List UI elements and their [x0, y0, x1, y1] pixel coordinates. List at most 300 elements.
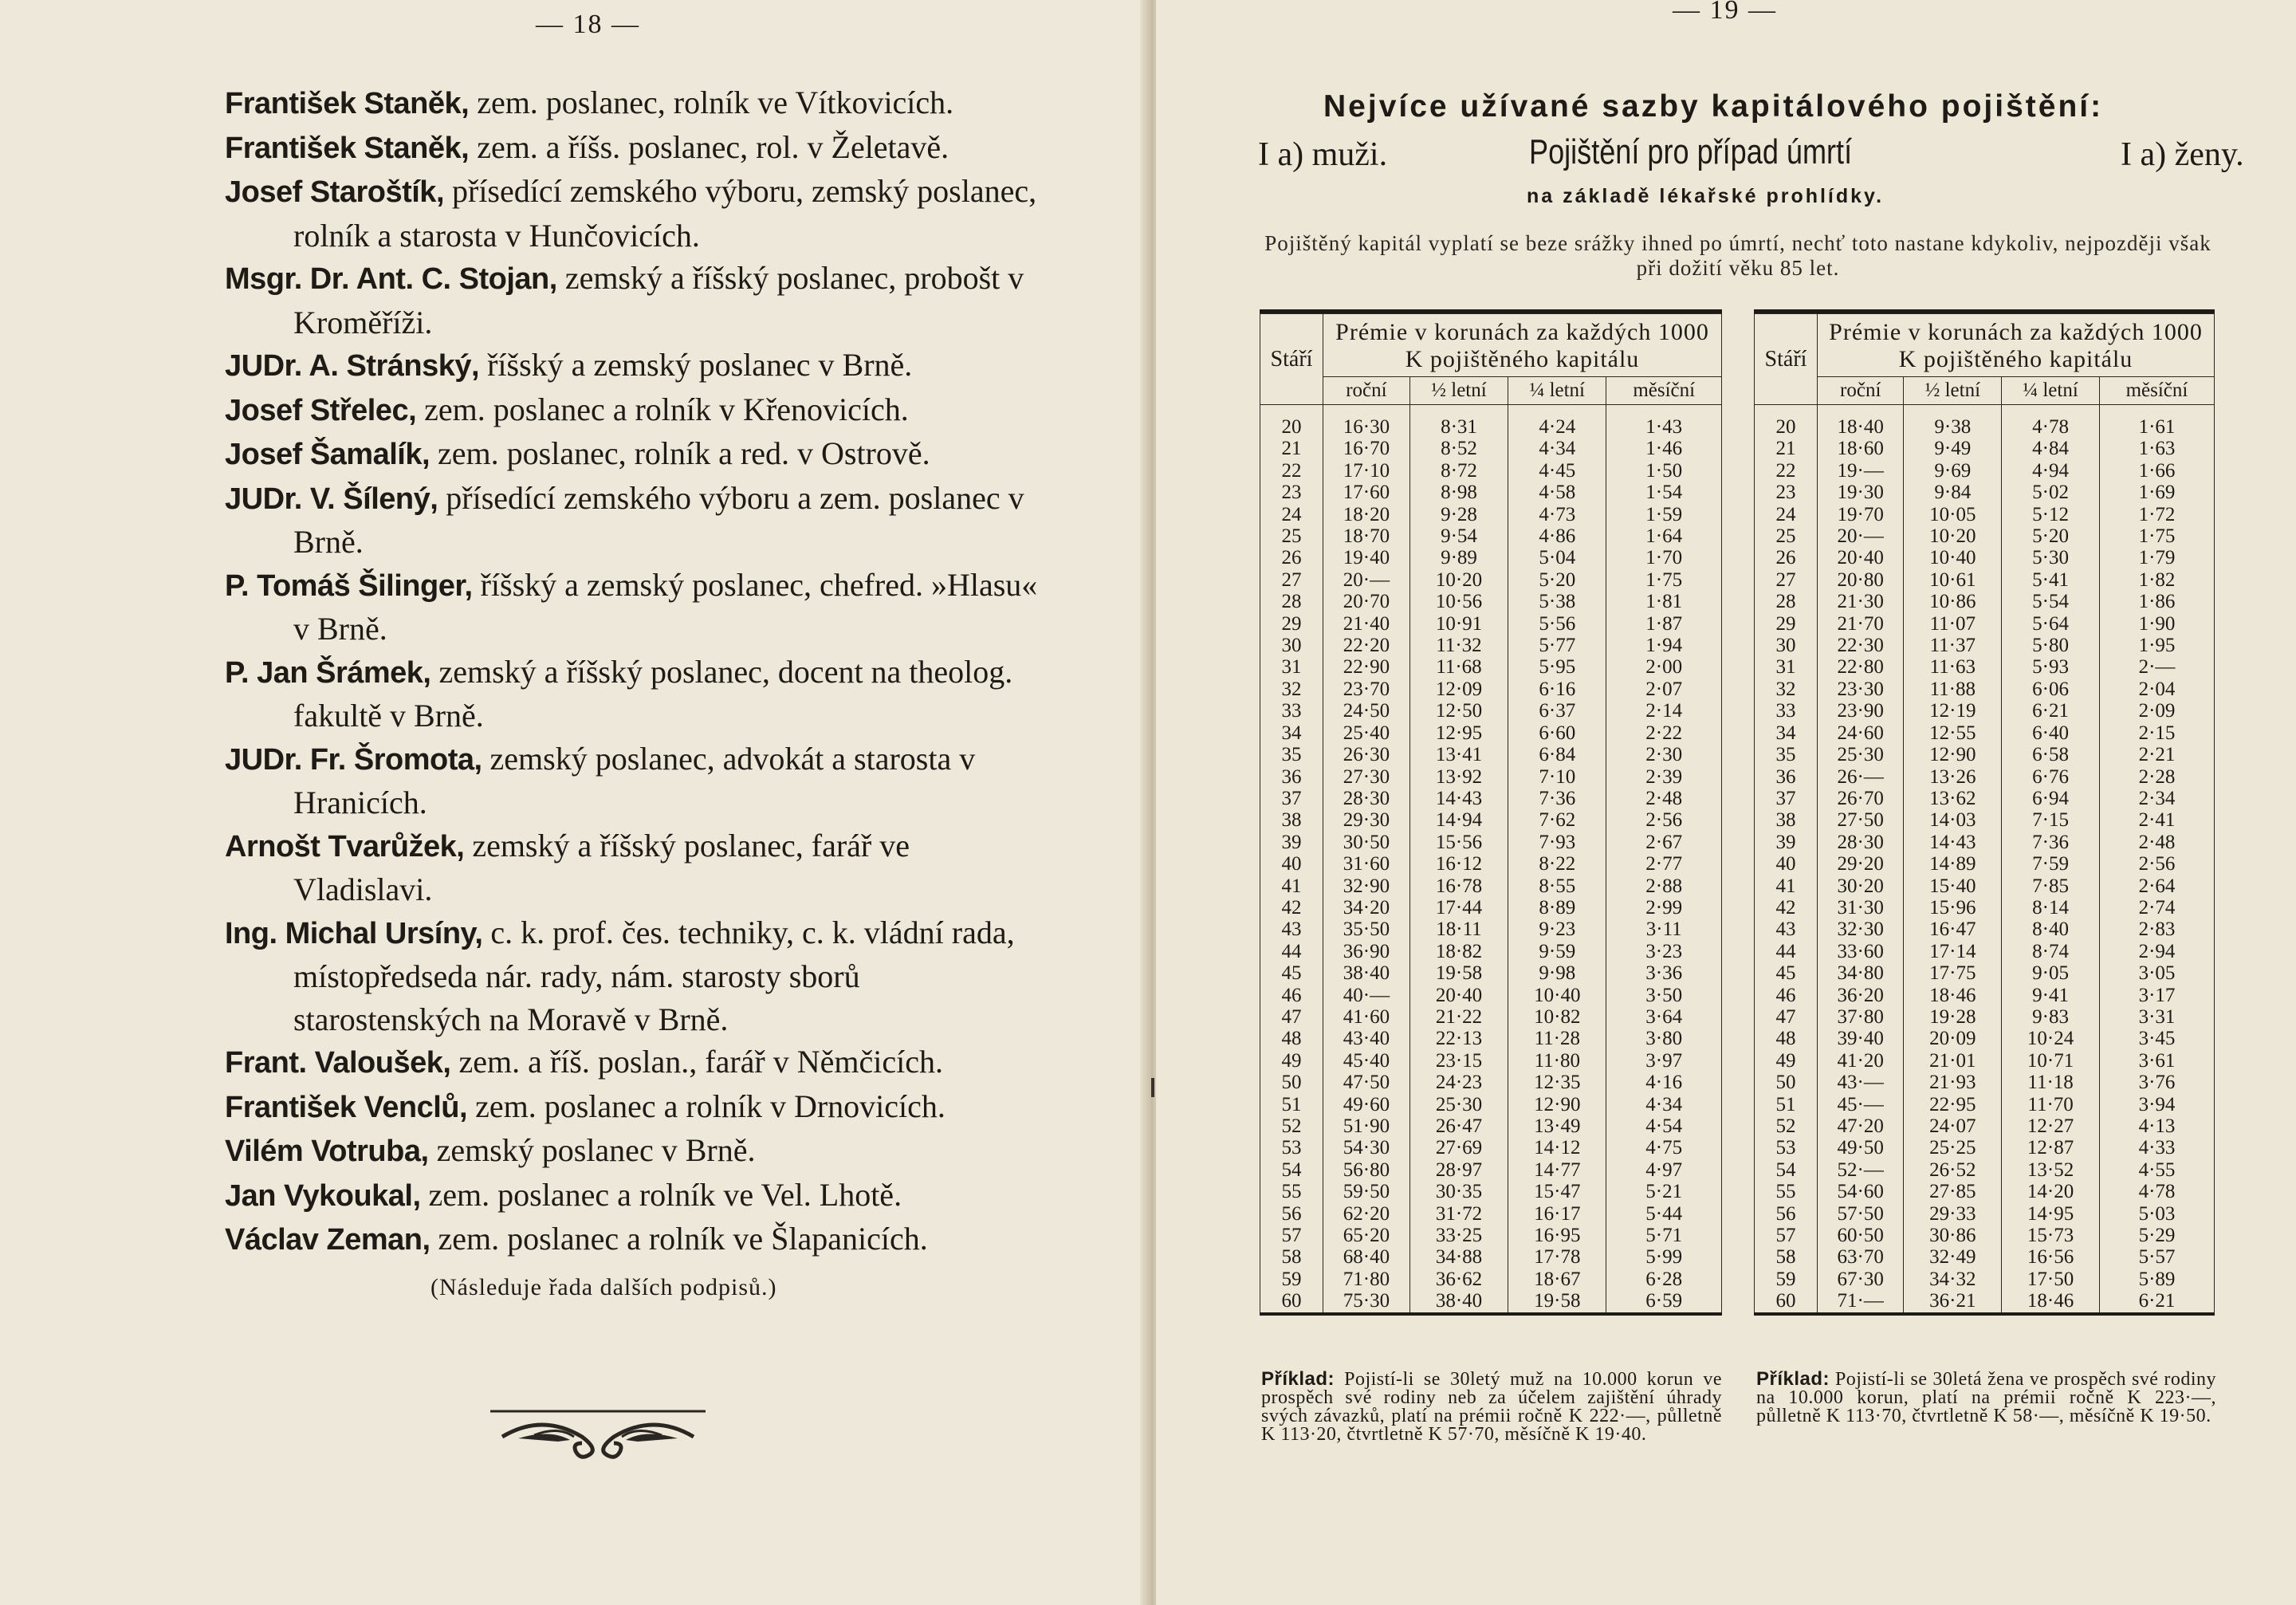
example-men-label: Příklad:	[1261, 1368, 1335, 1390]
table-cell: 2·48	[2099, 832, 2214, 853]
page-number-left: — 18 —	[536, 10, 640, 39]
table-cell: 14·20	[2002, 1181, 2100, 1202]
table-row	[1260, 875, 1722, 897]
table-cell: 14·89	[1904, 853, 2002, 875]
table-cell: 50	[1260, 1072, 1323, 1093]
table-cell: 19·58	[1409, 962, 1508, 984]
table-cell: 52	[1260, 1115, 1323, 1137]
signatory-entry	[225, 477, 1054, 564]
table-cell: 15·96	[1904, 897, 2002, 919]
table-cell: 10·40	[1508, 985, 1606, 1006]
table-row	[1755, 1050, 2215, 1072]
table-cell: 29·20	[1818, 853, 1904, 875]
signatory-name: JUDr. V. Šílený,	[225, 482, 438, 516]
signatory-name: František Staněk,	[225, 87, 470, 120]
table-cell: 7·93	[1508, 832, 1606, 853]
table-row	[1260, 1269, 1722, 1290]
table-row	[1260, 547, 1722, 568]
table-cell: 44	[1755, 941, 1818, 962]
table-row	[1755, 569, 2215, 591]
table-cell: 38	[1260, 809, 1323, 831]
table-row	[1260, 744, 1722, 765]
table-row	[1755, 482, 2215, 503]
medical-basis-note: na základě lékařské prohlídky.	[1527, 185, 1885, 207]
table-cell: 10·20	[1409, 569, 1508, 591]
table-cell: 39	[1260, 832, 1323, 853]
table-cell: 37	[1260, 788, 1323, 809]
table-cell: 13·62	[1904, 788, 2002, 809]
table-cell: 59	[1755, 1269, 1818, 1290]
table-cell: 29·33	[1904, 1203, 2002, 1225]
table-cell: 22·20	[1323, 635, 1410, 656]
table-cell: 12·35	[1508, 1072, 1606, 1093]
table-cell: 21·01	[1904, 1050, 2002, 1072]
rates-heading: Nejvíce užívané sazby kapitálového pojištění:	[1323, 89, 2104, 124]
table-row	[1260, 722, 1722, 744]
table-cell: 1·94	[1606, 635, 1722, 656]
table-cell: 29·30	[1323, 809, 1410, 831]
table-row	[1755, 788, 2215, 809]
table-cell: 10·82	[1508, 1006, 1606, 1028]
table-cell: 32·90	[1323, 875, 1410, 897]
table-cell: 2·—	[2099, 656, 2214, 678]
table-cell: 42	[1755, 897, 1818, 919]
table-row	[1755, 985, 2215, 1006]
table-row	[1260, 1181, 1722, 1202]
table-row	[1260, 482, 1722, 503]
table-cell: 26·52	[1904, 1159, 2002, 1181]
table-row	[1260, 919, 1722, 940]
table-cell: 16·70	[1323, 438, 1410, 459]
table-cell: 6·40	[2002, 722, 2100, 744]
table-cell: 7·15	[2002, 809, 2100, 831]
table-cell: 8·22	[1508, 853, 1606, 875]
table-cell: 1·87	[1606, 613, 1722, 635]
signatory-description: zem. poslanec a rolník v Drnovicích.	[467, 1088, 946, 1124]
table-cell: 8·55	[1508, 875, 1606, 897]
table-row	[1260, 1137, 1722, 1159]
table-cell: 10·61	[1904, 569, 2002, 591]
signatory-entry	[225, 738, 1054, 824]
table-cell: 67·30	[1818, 1269, 1904, 1290]
table-cell: 23·15	[1409, 1050, 1508, 1072]
table-cell: 40·—	[1323, 985, 1410, 1006]
table-cell: 2·34	[2099, 788, 2214, 809]
table-cell: 1·79	[2099, 547, 2214, 568]
table-cell: 3·80	[1606, 1028, 1722, 1049]
signatory-name: Josef Šamalík,	[225, 438, 431, 471]
table-cell: 2·56	[1606, 809, 1722, 831]
men-premium-table	[1260, 309, 1722, 1316]
table-cell: 30	[1260, 635, 1323, 656]
table-row	[1755, 438, 2215, 459]
signatory-entry	[225, 257, 1054, 344]
table-cell: 32	[1755, 679, 1818, 700]
table-row	[1755, 1159, 2215, 1181]
example-men-text: Pojistí-li se 30letý muž na 10.000 korun ve prospěch své rodiny neb za účelem zajištění úhrady svých závazků, platí na prémii ročně K 222·—, půlletně K 113·20, čtvrtletně K 57·70, měsíčně K 19·40.	[1261, 1369, 1722, 1445]
table-cell: 26·70	[1818, 788, 1904, 809]
table-cell: 28	[1755, 591, 1818, 612]
table-cell: 6·06	[2002, 679, 2100, 700]
signatory-description: zem. poslanec a rolník ve Šlapanicích.	[430, 1221, 928, 1257]
table-cell: 21·22	[1409, 1006, 1508, 1028]
table-cell: 18·20	[1323, 504, 1410, 525]
table-cell: 2·30	[1606, 744, 1722, 765]
table-cell: 45·—	[1818, 1094, 1904, 1115]
table-cell: 4·78	[2099, 1181, 2214, 1202]
table-cell: 16·95	[1508, 1225, 1606, 1246]
table-row	[1755, 405, 2215, 439]
table-cell: 18·82	[1409, 941, 1508, 962]
table-cell: 21·30	[1818, 591, 1904, 612]
table-row	[1755, 1203, 2215, 1225]
table-cell: 5·12	[2002, 504, 2100, 525]
table-cell: 26·30	[1323, 744, 1410, 765]
table-cell: 4·33	[2099, 1137, 2214, 1159]
table-cell: 47·20	[1818, 1115, 1904, 1137]
table-cell: 31·72	[1409, 1203, 1508, 1225]
table-cell: 8·72	[1409, 460, 1508, 482]
table-cell: 12·87	[2002, 1137, 2100, 1159]
table-cell: 43·—	[1818, 1072, 1904, 1093]
signatory-description: přísedící zemského výboru a zem. poslanec v Brně.	[293, 479, 1024, 560]
table-row	[1755, 525, 2215, 547]
signatory-name: Václav Zeman,	[225, 1223, 431, 1257]
signatory-name: Josef Střelec,	[225, 393, 417, 427]
table-cell: 3·36	[1606, 962, 1722, 984]
table-cell: 33·25	[1409, 1225, 1508, 1246]
table-cell: 49	[1260, 1050, 1323, 1072]
table-cell: 4·78	[2002, 405, 2100, 439]
table-row	[1260, 1246, 1722, 1268]
signatory-entry	[225, 1174, 1054, 1218]
table-cell: 5·99	[1606, 1246, 1722, 1268]
table-cell: 60	[1260, 1290, 1323, 1312]
table-cell: 2·00	[1606, 656, 1722, 678]
table-cell: 5·71	[1606, 1225, 1722, 1246]
table-cell: 24·23	[1409, 1072, 1508, 1093]
table-cell: 11·32	[1409, 635, 1508, 656]
table-cell: 4·73	[1508, 504, 1606, 525]
table-cell: 31	[1260, 656, 1323, 678]
table-cell: 8·74	[2002, 941, 2100, 962]
table-cell: 11·28	[1508, 1028, 1606, 1049]
table-cell: 30·86	[1904, 1225, 2002, 1246]
table-cell: 4·86	[1508, 525, 1606, 547]
table-cell: 4·55	[2099, 1159, 2214, 1181]
table-cell: 2·77	[1606, 853, 1722, 875]
table-row	[1260, 1050, 1722, 1072]
table-row	[1755, 679, 2215, 700]
table-cell: 7·36	[2002, 832, 2100, 853]
table-cell: 42	[1260, 897, 1323, 919]
table-cell: 36·21	[1904, 1290, 2002, 1312]
table-cell: 3·76	[2099, 1072, 2214, 1093]
table-cell: 1·75	[1606, 569, 1722, 591]
table-cell: 20·—	[1818, 525, 1904, 547]
table-cell: 35	[1260, 744, 1323, 765]
table-cell: 25	[1260, 525, 1323, 547]
table-cell: 28	[1260, 591, 1323, 612]
table-row	[1260, 591, 1722, 612]
table-cell: 19·30	[1818, 482, 1904, 503]
table-cell: 2·64	[2099, 875, 2214, 897]
table-cell: 60·50	[1818, 1225, 1904, 1246]
col-half-year: ½ letní	[1904, 377, 2002, 405]
table-cell: 43	[1260, 919, 1323, 940]
table-cell: 51	[1260, 1094, 1323, 1115]
signatory-entry	[225, 432, 1054, 477]
table-cell: 2·94	[2099, 941, 2214, 962]
table-cell: 19·28	[1904, 1006, 2002, 1028]
signatory-entry	[225, 1218, 1054, 1262]
table-row	[1260, 809, 1722, 831]
table-cell: 8·98	[1409, 482, 1508, 503]
table-cell: 52	[1755, 1115, 1818, 1137]
table-cell: 16·30	[1323, 405, 1410, 439]
table-cell: 9·59	[1508, 941, 1606, 962]
table-cell: 25·30	[1409, 1094, 1508, 1115]
table-cell: 1·75	[2099, 525, 2214, 547]
table-cell: 46	[1755, 985, 1818, 1006]
table-cell: 34·20	[1323, 897, 1410, 919]
signatory-entry	[225, 388, 1054, 433]
table-cell: 29	[1260, 613, 1323, 635]
table-cell: 4·97	[1606, 1159, 1722, 1181]
table-cell: 8·40	[2002, 919, 2100, 940]
table-row	[1755, 1225, 2215, 1246]
table-cell: 35	[1755, 744, 1818, 765]
table-cell: 56	[1260, 1203, 1323, 1225]
table-cell: 43·40	[1323, 1028, 1410, 1049]
table-cell: 54·60	[1818, 1181, 1904, 1202]
table-cell: 7·62	[1508, 809, 1606, 831]
table-cell: 18·70	[1323, 525, 1410, 547]
table-cell: 26·—	[1818, 766, 1904, 788]
table-cell: 39	[1755, 832, 1818, 853]
payout-description: Pojištěný kapitál vyplatí se beze srážky ihned po úmrtí, nechť toto nastane kdykoliv, nejpozději však při dožití věku 85 let.	[1264, 231, 2211, 280]
table-cell: 71·80	[1323, 1269, 1410, 1290]
table-cell: 37	[1755, 788, 1818, 809]
table-row	[1260, 1006, 1722, 1028]
table-cell: 24·60	[1818, 722, 1904, 744]
table-cell: 1·63	[2099, 438, 2214, 459]
table-cell: 45	[1260, 962, 1323, 984]
signatory-name: P. Tomáš Šilinger,	[225, 568, 473, 603]
table-cell: 57·50	[1818, 1203, 1904, 1225]
table-cell: 17·44	[1409, 897, 1508, 919]
signatory-description: zemský a říšský poslanec, docent na theolog. fakultě v Brně.	[293, 653, 1013, 734]
table-cell: 47·50	[1323, 1072, 1410, 1093]
table-cell: 24·07	[1904, 1115, 2002, 1137]
table-cell: 20	[1260, 405, 1323, 439]
table-cell: 20·40	[1409, 985, 1508, 1006]
table-cell: 5·80	[2002, 635, 2100, 656]
table-cell: 60	[1755, 1290, 1818, 1312]
table-cell: 4·54	[1606, 1115, 1722, 1137]
table-row	[1755, 656, 2215, 678]
table-cell: 31·30	[1818, 897, 1904, 919]
table-cell: 2·39	[1606, 766, 1722, 788]
table-cell: 41·20	[1818, 1050, 1904, 1072]
table-row	[1260, 962, 1722, 984]
table-cell: 6·58	[2002, 744, 2100, 765]
table-cell: 1·95	[2099, 635, 2214, 656]
table-cell: 13·92	[1409, 766, 1508, 788]
table-row	[1755, 504, 2215, 525]
table-cell: 5·44	[1606, 1203, 1722, 1225]
table-row	[1755, 1137, 2215, 1159]
table-row	[1755, 875, 2215, 897]
table-cell: 31	[1755, 656, 1818, 678]
table-cell: 9·05	[2002, 962, 2100, 984]
table-cell: 2·28	[2099, 766, 2214, 788]
table-cell: 6·16	[1508, 679, 1606, 700]
table-cell: 41·60	[1323, 1006, 1410, 1028]
table-row	[1755, 962, 2215, 984]
table-cell: 4·16	[1606, 1072, 1722, 1093]
table-cell: 2·09	[2099, 700, 2214, 722]
table-cell: 2·07	[1606, 679, 1722, 700]
table-cell: 51	[1755, 1094, 1818, 1115]
table-cell: 2·48	[1606, 788, 1722, 809]
table-cell: 12·90	[1508, 1094, 1606, 1115]
table-cell: 9·23	[1508, 919, 1606, 940]
table-cell: 22·30	[1818, 635, 1904, 656]
table-row	[1260, 635, 1722, 656]
signatory-entry	[225, 911, 1054, 1041]
table-cell: 41	[1755, 875, 1818, 897]
table-row	[1755, 591, 2215, 612]
table-cell: 21·70	[1818, 613, 1904, 635]
table-row	[1755, 547, 2215, 568]
table-cell: 20·80	[1818, 569, 1904, 591]
table-cell: 32	[1260, 679, 1323, 700]
table-cell: 3·97	[1606, 1050, 1722, 1072]
table-cell: 6·21	[2002, 700, 2100, 722]
table-cell: 18·46	[1904, 985, 2002, 1006]
table-cell: 47	[1755, 1006, 1818, 1028]
table-cell: 8·52	[1409, 438, 1508, 459]
table-cell: 1·50	[1606, 460, 1722, 482]
table-cell: 2·41	[2099, 809, 2214, 831]
table-cell: 36	[1755, 766, 1818, 788]
table-cell: 71·—	[1818, 1290, 1904, 1312]
page-number-right: — 19 —	[1673, 0, 1777, 25]
table-cell: 15·56	[1409, 832, 1508, 853]
table-row	[1260, 613, 1722, 635]
table-cell: 17·75	[1904, 962, 2002, 984]
table-cell: 3·61	[2099, 1050, 2214, 1072]
table-cell: 4·24	[1508, 405, 1606, 439]
table-cell: 23·30	[1818, 679, 1904, 700]
women-premium-table	[1754, 309, 2215, 1316]
table-cell: 12·50	[1409, 700, 1508, 722]
table-cell: 9·84	[1904, 482, 2002, 503]
table-cell: 9·83	[2002, 1006, 2100, 1028]
table-cell: 8·14	[2002, 897, 2100, 919]
signatory-name: P. Jan Šrámek,	[225, 655, 431, 690]
table-cell: 14·43	[1409, 788, 1508, 809]
table-cell: 31·60	[1323, 853, 1410, 875]
signatory-name: Ing. Michal Ursíny,	[225, 916, 483, 950]
table-cell: 12·19	[1904, 700, 2002, 722]
table-cell: 15·73	[2002, 1225, 2100, 1246]
table-cell: 1·54	[1606, 482, 1722, 503]
table-cell: 53	[1260, 1137, 1323, 1159]
table-row	[1755, 1072, 2215, 1093]
table-cell: 1·90	[2099, 613, 2214, 635]
table-row	[1260, 766, 1722, 788]
table-cell: 5·41	[2002, 569, 2100, 591]
table-cell: 57	[1755, 1225, 1818, 1246]
table-cell: 3·17	[2099, 985, 2214, 1006]
table-cell: 17·78	[1508, 1246, 1606, 1268]
col-quarter: ¼ letní	[1508, 377, 1606, 405]
table-cell: 63·70	[1818, 1246, 1904, 1268]
table-row	[1755, 1269, 2215, 1290]
table-cell: 5·04	[1508, 547, 1606, 568]
table-cell: 4·58	[1508, 482, 1606, 503]
example-men	[1261, 1370, 1722, 1444]
decorative-ornament-icon	[486, 1405, 710, 1469]
table-cell: 5·20	[1508, 569, 1606, 591]
table-cell: 44	[1260, 941, 1323, 962]
table-cell: 10·05	[1904, 504, 2002, 525]
table-cell: 38·40	[1409, 1290, 1508, 1312]
table-cell: 32·30	[1818, 919, 1904, 940]
women-section-label: I a) ženy.	[2121, 136, 2244, 173]
table-cell: 59·50	[1323, 1181, 1410, 1202]
table-cell: 10·56	[1409, 591, 1508, 612]
table-cell: 12·90	[1904, 744, 2002, 765]
table-cell: 9·49	[1904, 438, 2002, 459]
table-row	[1260, 788, 1722, 809]
table-cell: 1·69	[2099, 482, 2214, 503]
table-cell: 38	[1755, 809, 1818, 831]
table-cell: 5·30	[2002, 547, 2100, 568]
signatory-entry	[225, 1040, 1054, 1085]
table-row	[1755, 919, 2215, 940]
col-annual: roční	[1818, 377, 1904, 405]
table-cell: 25·40	[1323, 722, 1410, 744]
table-cell: 48	[1755, 1028, 1818, 1049]
table-cell: 16·47	[1904, 919, 2002, 940]
table-cell: 33·60	[1818, 941, 1904, 962]
example-women	[1756, 1370, 2216, 1426]
table-cell: 12·55	[1904, 722, 2002, 744]
table-row	[1260, 656, 1722, 678]
table-cell: 27·85	[1904, 1181, 2002, 1202]
table-cell: 40	[1260, 853, 1323, 875]
signatory-list	[225, 81, 1054, 1262]
table-cell: 18·40	[1818, 405, 1904, 439]
table-cell: 5·38	[1508, 591, 1606, 612]
table-cell: 15·47	[1508, 1181, 1606, 1202]
table-cell: 21	[1260, 438, 1323, 459]
table-row	[1755, 1181, 2215, 1202]
table-cell: 9·54	[1409, 525, 1508, 547]
table-cell: 58	[1260, 1246, 1323, 1268]
table-row	[1260, 1115, 1722, 1137]
signatory-entry	[225, 1129, 1054, 1174]
table-row	[1755, 722, 2215, 744]
table-cell: 6·60	[1508, 722, 1606, 744]
table-cell: 27	[1260, 569, 1323, 591]
signatory-description: přísedící zemského výboru, zemský poslanec, rolník a starosta v Hunčovicích.	[293, 173, 1037, 254]
table-cell: 50	[1755, 1072, 1818, 1093]
table-cell: 18·60	[1818, 438, 1904, 459]
